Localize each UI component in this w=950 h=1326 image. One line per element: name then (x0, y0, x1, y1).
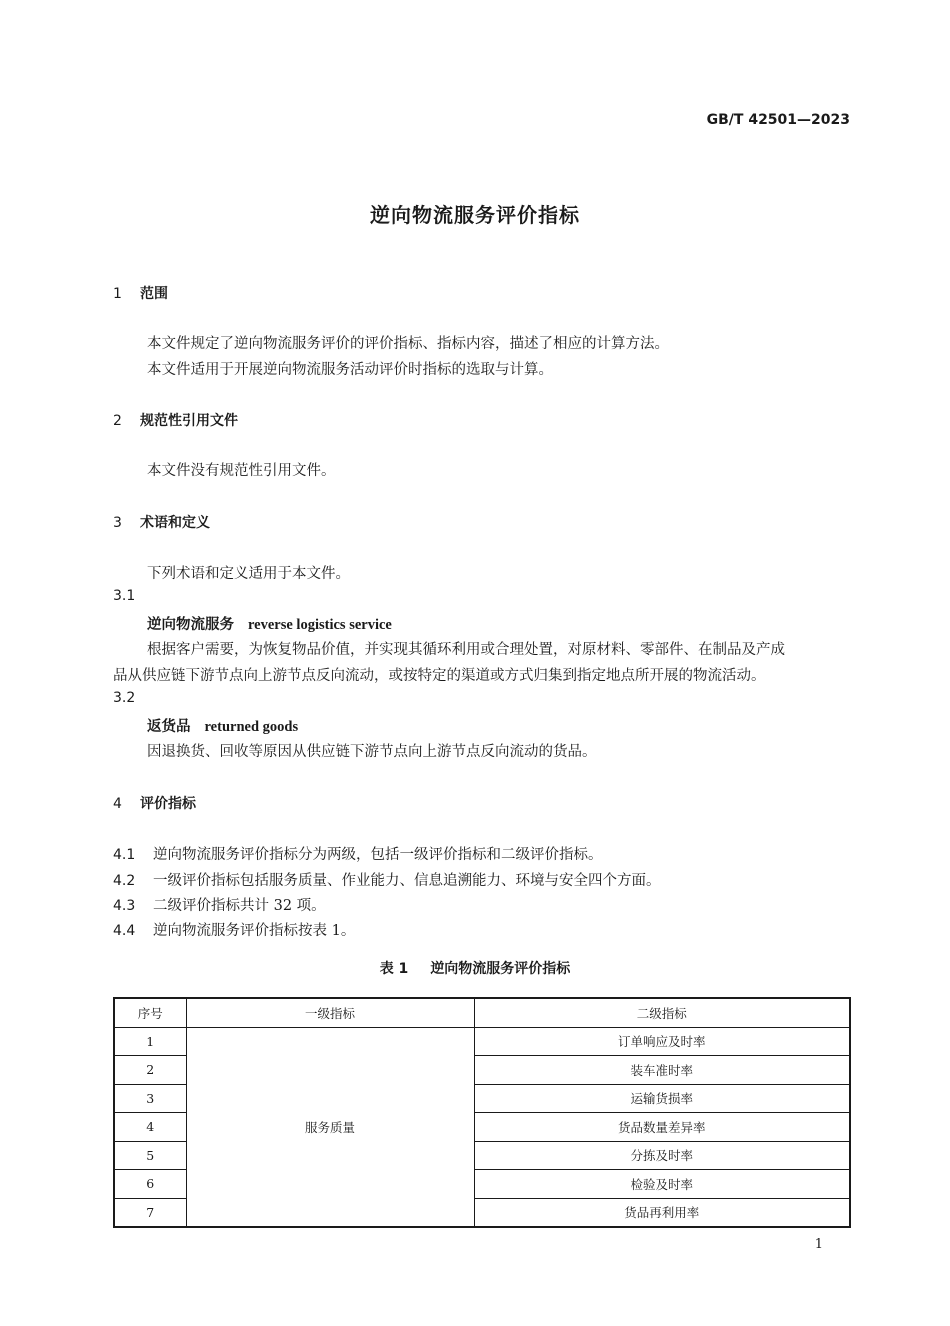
level2-indicator-cell: 货品再利用率 (474, 1198, 850, 1227)
clause-text: 一级评价指标包括服务质量、作业能力、信息追溯能力、环境与安全四个方面。 (153, 873, 661, 889)
level2-indicator-cell: 分拣及时率 (474, 1141, 850, 1170)
term-entry (147, 613, 392, 634)
standard-number: GB/T 42501—2023 (706, 112, 850, 128)
term-english: reverse logistics service (248, 617, 392, 633)
serial-cell: 1 (114, 1027, 186, 1056)
term-chinese: 逆向物流服务 (147, 617, 234, 633)
serial-cell: 3 (114, 1084, 186, 1113)
document-title: 逆向物流服务评价指标 (370, 203, 580, 227)
serial-cell: 7 (114, 1198, 186, 1227)
clause-item (113, 843, 603, 864)
clause-text: 逆向物流服务评价指标按表 1。 (153, 923, 356, 939)
page-number: 1 (814, 1237, 823, 1252)
paragraph: 本文件适用于开展逆向物流服务活动评价时指标的选取与计算。 (147, 362, 553, 378)
table-caption-title: 逆向物流服务评价指标 (430, 961, 571, 977)
level2-indicator-cell: 检验及时率 (474, 1170, 850, 1199)
level2-indicator-cell: 装车准时率 (474, 1056, 850, 1085)
clause-item (113, 894, 326, 915)
term-number: 3.1 (113, 588, 136, 604)
clause-number: 4.3 (113, 898, 136, 914)
term-entry (147, 715, 298, 736)
serial-cell: 6 (114, 1170, 186, 1199)
clause-item (113, 869, 661, 890)
table-row (114, 1027, 850, 1056)
term-english: returned goods (204, 719, 299, 735)
section-number: 3 (113, 515, 122, 531)
indicator-table (113, 997, 851, 1228)
level1-indicator-cell: 服务质量 (186, 1027, 474, 1227)
section-heading-terms (113, 512, 210, 532)
serial-cell: 5 (114, 1141, 186, 1170)
clause-number: 4.2 (113, 873, 136, 889)
section-number: 2 (113, 413, 122, 429)
section-title: 规范性引用文件 (140, 413, 238, 429)
clause-number: 4.4 (113, 923, 136, 939)
term-number: 3.2 (113, 690, 136, 706)
table-caption (0, 958, 950, 978)
term-definition-continued: 品从供应链下游节点向上游节点反向流动，或按特定的渠道或方式归集到指定地点所开展的物流活动。 (113, 668, 766, 684)
level2-indicator-cell: 货品数量差异率 (474, 1113, 850, 1142)
section-number: 4 (113, 796, 122, 812)
paragraph: 本文件规定了逆向物流服务评价的评价指标、指标内容，描述了相应的计算方法。 (147, 336, 669, 352)
term-chinese: 返货品 (147, 719, 191, 735)
section-number: 1 (113, 286, 122, 302)
paragraph: 下列术语和定义适用于本文件。 (147, 566, 350, 582)
section-title: 范围 (140, 286, 168, 302)
clause-item (113, 919, 355, 940)
section-title: 评价指标 (140, 796, 196, 812)
serial-cell: 2 (114, 1056, 186, 1085)
table-caption-number: 表 1 (379, 961, 409, 977)
term-definition: 因退换货、回收等原因从供应链下游节点向上游节点反向流动的货品。 (147, 744, 597, 760)
clause-text: 逆向物流服务评价指标分为两级，包括一级评价指标和二级评价指标。 (153, 847, 603, 863)
header-cell-level1: 一级指标 (186, 998, 474, 1027)
level2-indicator-cell: 订单响应及时率 (474, 1027, 850, 1056)
section-heading-normative-references (113, 410, 238, 430)
level2-indicator-cell: 运输货损率 (474, 1084, 850, 1113)
header-cell-level2: 二级指标 (474, 998, 850, 1027)
header-cell-serial: 序号 (114, 998, 186, 1027)
table-header-row (114, 998, 850, 1027)
section-title: 术语和定义 (140, 515, 210, 531)
serial-cell: 4 (114, 1113, 186, 1142)
section-heading-scope (113, 283, 168, 303)
section-heading-evaluation-indicators (113, 793, 196, 813)
clause-number: 4.1 (113, 847, 136, 863)
clause-text: 二级评价指标共计 32 项。 (153, 898, 326, 914)
term-definition: 根据客户需要，为恢复物品价值，并实现其循环利用或合理处置，对原材料、零部件、在制品及产成 (147, 642, 785, 658)
paragraph: 本文件没有规范性引用文件。 (147, 463, 336, 479)
